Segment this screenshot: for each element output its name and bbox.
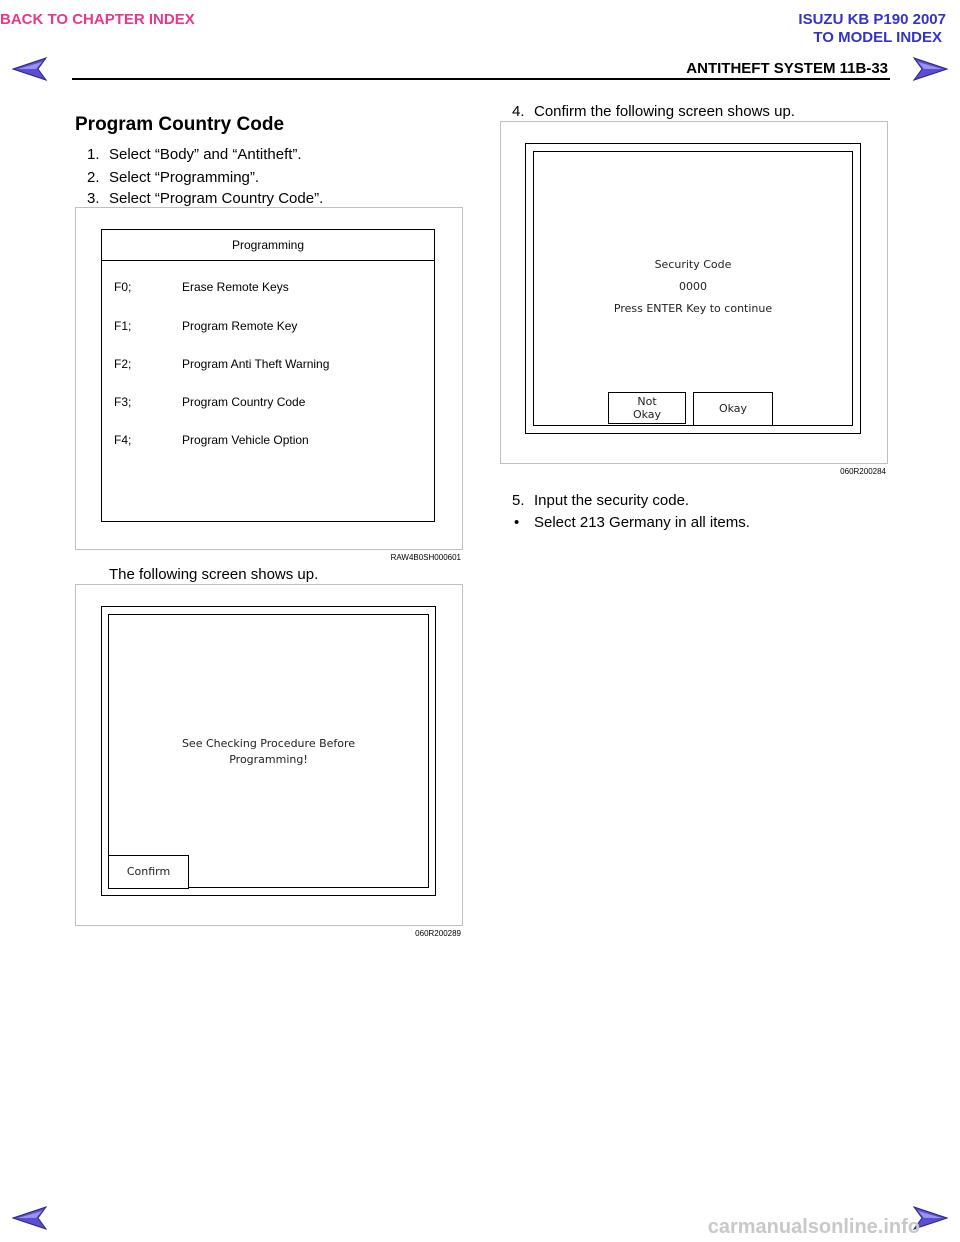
step-text: Input the security code.: [534, 492, 690, 509]
previous-page-arrow-icon[interactable]: [12, 56, 48, 82]
function-key: F0;: [114, 280, 132, 294]
security-code-label: Security Code: [654, 258, 732, 271]
next-page-arrow-icon[interactable]: [912, 56, 948, 82]
menu-item-label: Erase Remote Keys: [182, 280, 289, 294]
step-text: Confirm the following screen shows up.: [534, 103, 795, 120]
back-to-chapter-index-link[interactable]: BACK TO CHAPTER INDEX: [0, 11, 195, 28]
function-key: F1;: [114, 319, 132, 333]
header-divider: [72, 78, 890, 80]
function-key: F3;: [114, 395, 132, 409]
menu-item-program-country-code[interactable]: [114, 395, 305, 409]
to-model-index-link[interactable]: TO MODEL INDEX: [813, 29, 942, 46]
section-title: Program Country Code: [75, 114, 285, 135]
message-line: Programming!: [229, 753, 308, 766]
programming-screen: [101, 229, 435, 522]
bullet-symbol: •: [514, 514, 520, 531]
checking-procedure-message: [109, 736, 428, 768]
security-screen-inner: [533, 151, 853, 426]
watermark: carmanualsonline.info: [707, 1216, 920, 1238]
button-label-line: Okay: [632, 408, 662, 421]
confirm-screen-inner: [108, 614, 429, 888]
menu-item-program-remote-key[interactable]: [114, 319, 297, 333]
press-enter-instruction: Press ENTER Key to continue: [613, 302, 773, 315]
function-key: F2;: [114, 357, 132, 371]
not-okay-button[interactable]: [608, 392, 686, 424]
confirm-screen-outer: [101, 606, 436, 896]
step-text: Select “Program Country Code”.: [109, 190, 324, 207]
figure-security-code: [500, 121, 888, 464]
menu-item-label: Program Anti Theft Warning: [182, 357, 330, 371]
menu-item-erase-remote-keys[interactable]: [114, 280, 289, 294]
step-1: [87, 146, 302, 163]
page-header-title: ANTITHEFT SYSTEM 11B-33: [686, 60, 888, 77]
step-3: [87, 190, 323, 207]
confirm-button[interactable]: Confirm: [108, 855, 189, 889]
step-2: [87, 169, 259, 186]
security-code-value: 0000: [679, 280, 707, 293]
step-4: [512, 103, 795, 120]
step-text: Select “Body” and “Antitheft”.: [109, 146, 302, 163]
menu-item-label: Program Remote Key: [182, 319, 298, 333]
bullet-item: [514, 514, 750, 531]
figure-code: RAW4B0SH000601: [390, 553, 461, 562]
menu-item-label: Program Country Code: [182, 395, 306, 409]
menu-item-label: Program Vehicle Option: [182, 433, 309, 447]
security-screen-outer: [525, 143, 861, 434]
message-line: See Checking Procedure Before: [181, 737, 356, 750]
model-title-link[interactable]: ISUZU KB P190 2007: [798, 11, 946, 28]
bullet-text: Select 213 Germany in all items.: [534, 514, 750, 531]
figure-code: 060R200289: [415, 929, 461, 938]
step-number: 2.: [87, 169, 100, 186]
previous-page-arrow-icon[interactable]: [12, 1205, 48, 1231]
figure-confirm-dialog: [75, 584, 463, 926]
programming-screen-title: Programming: [102, 230, 434, 261]
step-number: 3.: [87, 190, 100, 207]
step-number: 4.: [512, 103, 525, 120]
okay-button[interactable]: Okay: [693, 392, 773, 426]
menu-item-program-vehicle-option[interactable]: [114, 433, 309, 447]
figure-programming-menu: [75, 207, 463, 550]
figure-code: 060R200284: [840, 467, 886, 476]
step-number: 5.: [512, 492, 525, 509]
button-label-line: Not: [637, 395, 657, 408]
step-text: Select “Programming”.: [109, 169, 260, 186]
step-number: 1.: [87, 146, 100, 163]
step-5: [512, 492, 689, 509]
following-screen-text: The following screen shows up.: [109, 566, 319, 583]
function-key: F4;: [114, 433, 132, 447]
menu-item-program-anti-theft-warning[interactable]: [114, 357, 329, 371]
